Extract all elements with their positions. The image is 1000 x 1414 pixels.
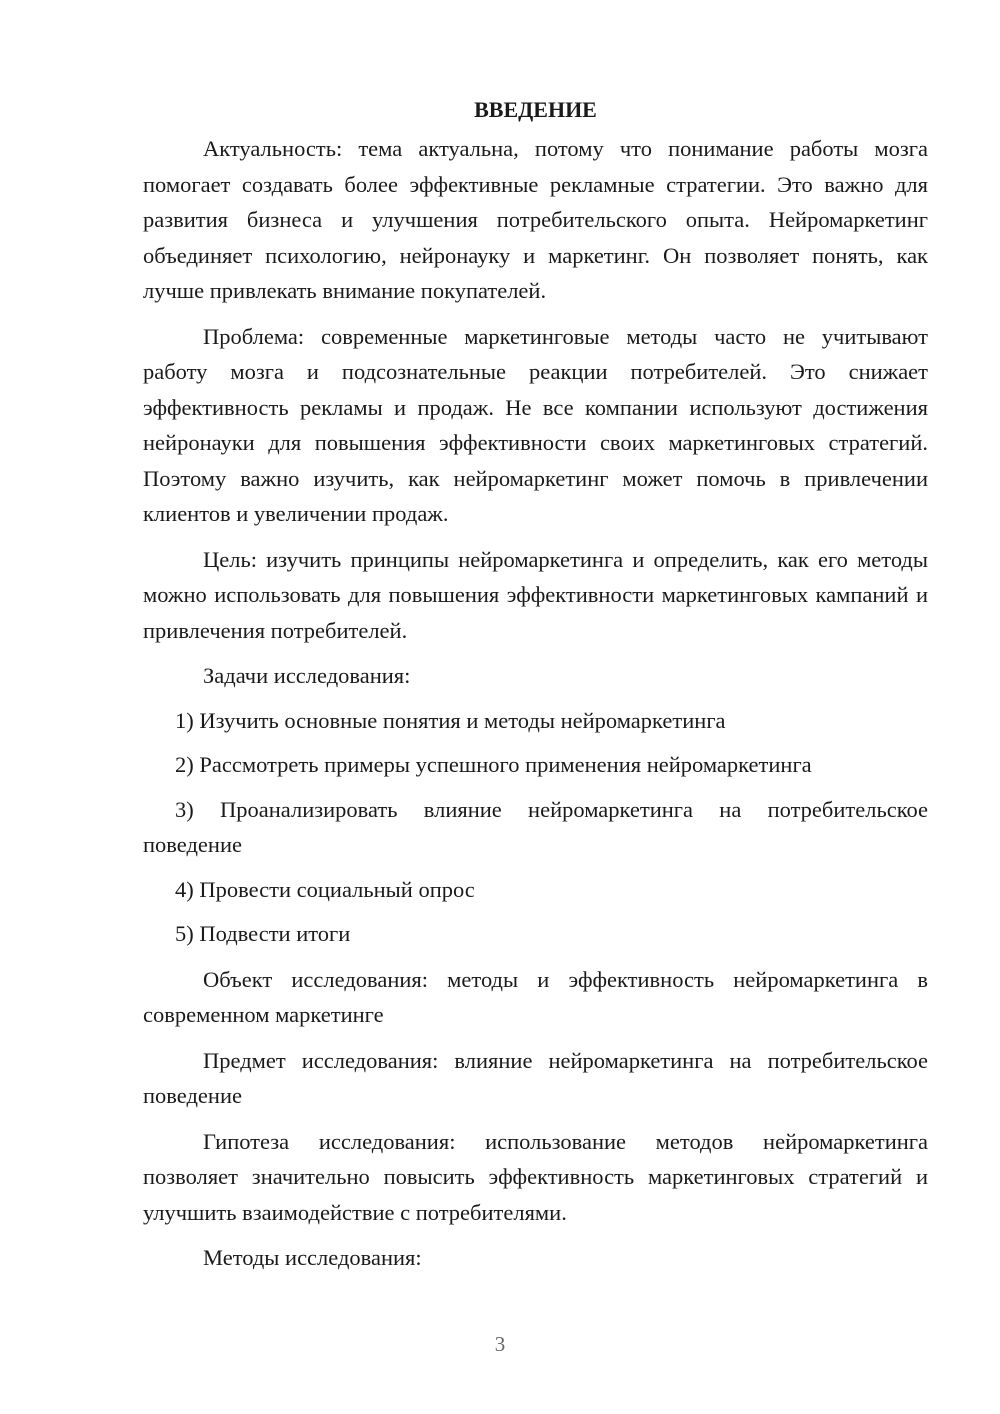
subject-paragraph: Предмет исследования: влияние нейромаркетинга на потребительское поведение	[143, 1047, 928, 1108]
task-item: 4) Провести социальный опрос	[175, 876, 475, 902]
section-title: ВВЕДЕНИЕ	[474, 97, 597, 122]
page-number: 3	[494, 1332, 506, 1356]
task-item: 5) Подвести итоги	[175, 921, 351, 946]
tasks-heading: Задачи исследования:	[203, 663, 411, 688]
goal-paragraph: Цель: изучить принципы нейромаркетинга и определить, как его методы можно использовать для повышения эффективности маркетинговых кампаний и привлечения потребителей.	[143, 546, 928, 643]
object-paragraph: Объект исследования: методы и эффективность нейромаркетинга в современном маркетинге	[143, 966, 928, 1027]
methods-heading: Методы исследования:	[203, 1245, 422, 1270]
task-item: 2) Рассмотреть примеры успешного применения нейромаркетинга	[175, 752, 812, 777]
relevance-paragraph: Актуальность: тема актуальна, потому что понимание работы мозга помогает создавать более эффективные рекламные стратегии. Это важно для развития бизнеса и улучшения потребительского опыта. Нейромаркетинг объединяет психологию, нейронауку и маркетинг. Он позволяет понять, как лучше привлекать внимание покупателей.	[143, 136, 928, 303]
task-item: 3) Проанализировать влияние нейромаркетинга на потребительское поведение	[143, 796, 928, 857]
problem-paragraph: Проблема: современные маркетинговые методы часто не учитывают работу мозга и подсознательные реакции потребителей. Это снижает эффективность рекламы и продаж. Не все компании используют достижения нейронауки для повышения эффективности своих маркетинговых стратегий. Поэтому важно изучить, как нейромаркетинг может помочь в привлечении клиентов и увеличении продаж.	[143, 323, 928, 526]
task-item: 1) Изучить основные понятия и методы нейромаркетинга	[175, 707, 726, 733]
page-content	[143, 92, 928, 1276]
hypothesis-paragraph: Гипотеза исследования: использование методов нейромаркетинга позволяет значительно повысить эффективность маркетинговых стратегий и улучшить взаимодействие с потребителями.	[143, 1128, 928, 1225]
